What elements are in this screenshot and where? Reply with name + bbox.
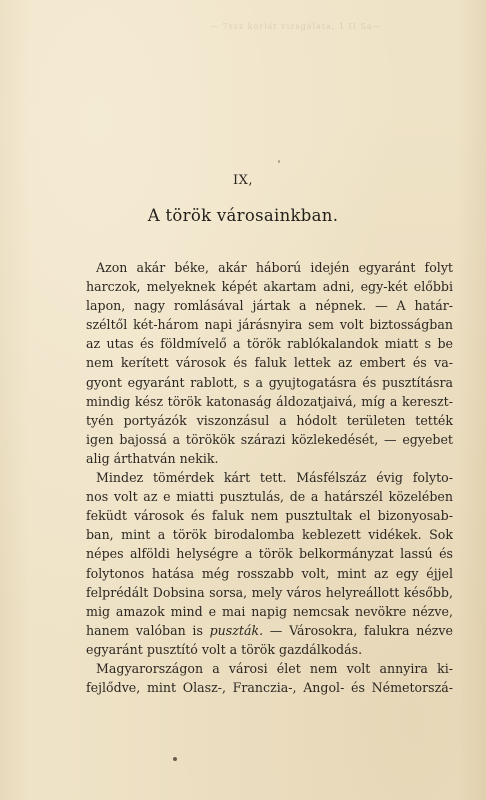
text-line: nem kerített városok és faluk lettek az embert és va-: [86, 355, 453, 371]
text-line: gyont egyaránt rablott, s a gyujtogatásra és pusztításra: [86, 374, 453, 390]
text-line: [86, 621, 453, 640]
body-text: [86, 258, 453, 697]
text-line: tyén portyázók viszonzásul a hódolt területen tették: [86, 412, 453, 428]
text-line: felprédált Dobsina sorsa, mely város helyreállott később,: [86, 584, 453, 600]
text-line: Azon akár béke, akár háború idején egyaránt folyt: [96, 260, 453, 275]
text-line: alig árthatván nekik.: [86, 450, 219, 466]
text-line: népes alföldi helységre a török belkormányzat lassú és: [86, 546, 453, 562]
italic-word: puszták.: [209, 622, 264, 638]
ink-speck: [173, 757, 177, 761]
text-line: Mindez tömérdek kárt tett. Másfélszáz évig folyto-: [96, 470, 453, 486]
text-line: feküdt városok és faluk nem pusztultak el bizonyosab-: [86, 508, 453, 524]
text-line: lapon, nagy romlásával jártak a népnek. — A határ-: [86, 298, 453, 314]
text-line: ban, mint a török birodalomba keblezett vidékek. Sok: [86, 527, 453, 543]
text-line: széltől két-három napi járásnyira sem volt biztosságban: [86, 317, 453, 333]
chapter-number: IX,: [232, 173, 254, 188]
text-segment: hanem valóban is: [86, 622, 210, 638]
paper-speck: [278, 160, 280, 163]
text-line: fejlődve, mint Olasz-, Franczia-, Angol- és Németorszá-: [86, 680, 453, 696]
text-line: harczok, melyeknek képét akartam adni, egy-két előbbi: [86, 279, 453, 295]
text-line: az utas és földmívelő a török rablókalandok miatt s be: [86, 336, 453, 352]
text-line: mindig kész török katonaság áldozatjaivá, míg a kereszt-: [86, 393, 453, 409]
text-line: nos volt az e miatti pusztulás, de a határszél közelében: [86, 489, 453, 505]
text-segment: — Városokra, falukra nézve: [263, 622, 453, 638]
bleed-through-text: — 7ssz korlát vizsgálata, 1 II Sa—: [210, 22, 382, 31]
text-line: mig amazok mind e mai napig nemcsak nevökre nézve,: [86, 603, 453, 619]
text-line: igen bajossá a törökök szárazi közlekedését, — egyebet: [86, 431, 453, 447]
text-line: Magyarországon a városi élet nem volt annyira ki-: [96, 660, 453, 676]
text-line: folytonos hatása még rosszabb volt, mint az egy éjjel: [86, 565, 453, 581]
chapter-title: A török városainkban.: [147, 206, 339, 225]
text-line: egyaránt pusztító volt a török gazdálkodás.: [86, 641, 363, 657]
